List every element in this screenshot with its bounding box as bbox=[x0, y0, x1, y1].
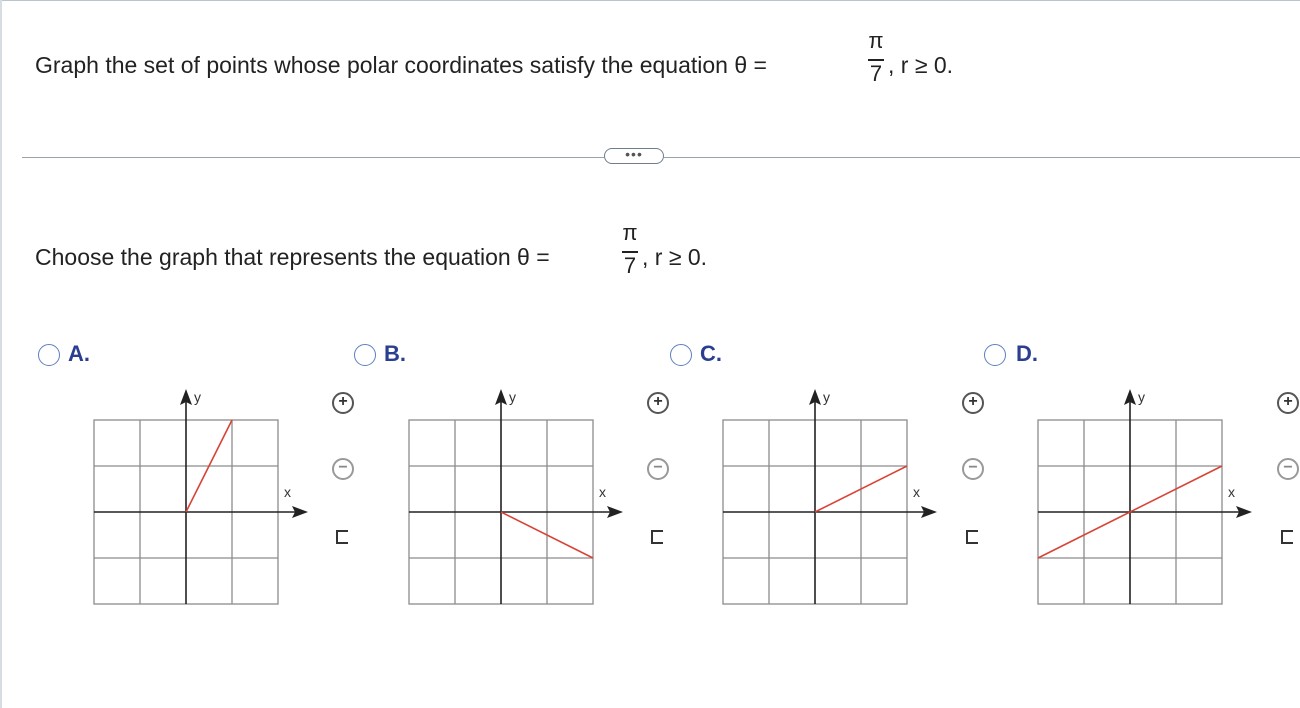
option-d-zoom-in-icon[interactable]: + bbox=[1277, 392, 1299, 414]
option-c-popout-icon[interactable] bbox=[966, 530, 978, 544]
option-a-graph bbox=[88, 385, 318, 615]
x-axis-label: x bbox=[1228, 484, 1235, 500]
top-border bbox=[0, 0, 1300, 1]
option-d-zoom-out-icon[interactable]: − bbox=[1277, 458, 1299, 480]
y-axis-label: y bbox=[1138, 389, 1145, 405]
option-d-label[interactable]: D. bbox=[1016, 341, 1038, 366]
option-d-radio[interactable] bbox=[984, 344, 1006, 366]
y-axis-label: y bbox=[509, 389, 516, 405]
option-d-popout-icon[interactable] bbox=[1281, 530, 1293, 544]
divider-right bbox=[664, 157, 1300, 158]
option-b-radio[interactable] bbox=[354, 344, 376, 366]
option-c-label[interactable]: C. bbox=[700, 341, 722, 366]
question-prompt-text: Graph the set of points whose polar coordinates satisfy the equation θ = bbox=[35, 52, 767, 78]
option-c-graph bbox=[717, 385, 947, 615]
option-b-zoom-in-icon[interactable]: + bbox=[647, 392, 669, 414]
instruction-fraction bbox=[622, 220, 638, 284]
option-a-popout-icon[interactable] bbox=[336, 530, 348, 544]
instruction-text: Choose the graph that represents the equation θ = bbox=[35, 244, 550, 270]
option-c-zoom-in-icon[interactable]: + bbox=[962, 392, 984, 414]
divider-left bbox=[22, 157, 604, 158]
option-a-zoom-in-icon[interactable]: + bbox=[332, 392, 354, 414]
option-c-radio[interactable] bbox=[670, 344, 692, 366]
fraction-denominator: 7 bbox=[623, 253, 637, 278]
fraction-denominator: 7 bbox=[869, 61, 883, 86]
option-b-graph bbox=[403, 385, 633, 615]
option-c-zoom-out-icon[interactable]: − bbox=[962, 458, 984, 480]
option-a-radio[interactable] bbox=[38, 344, 60, 366]
option-a-zoom-out-icon[interactable]: − bbox=[332, 458, 354, 480]
option-b-label[interactable]: B. bbox=[384, 341, 406, 366]
instruction-suffix: , r ≥ 0. bbox=[642, 244, 708, 270]
y-axis-label: y bbox=[194, 389, 201, 405]
option-b-popout-icon[interactable] bbox=[651, 530, 663, 544]
option-b-zoom-out-icon[interactable]: − bbox=[647, 458, 669, 480]
left-border bbox=[0, 0, 2, 708]
question-fraction bbox=[868, 28, 884, 92]
fraction-numerator: π bbox=[622, 220, 638, 245]
option-a-label[interactable]: A. bbox=[68, 341, 90, 366]
option-d-graph bbox=[1032, 385, 1262, 615]
x-axis-label: x bbox=[599, 484, 606, 500]
question-prompt bbox=[35, 52, 767, 79]
x-axis-label: x bbox=[913, 484, 920, 500]
show-more-button[interactable]: ••• bbox=[604, 148, 664, 164]
fraction-numerator: π bbox=[868, 28, 884, 53]
x-axis-label: x bbox=[284, 484, 291, 500]
question-suffix: , r ≥ 0. bbox=[888, 52, 954, 78]
y-axis-label: y bbox=[823, 389, 830, 405]
